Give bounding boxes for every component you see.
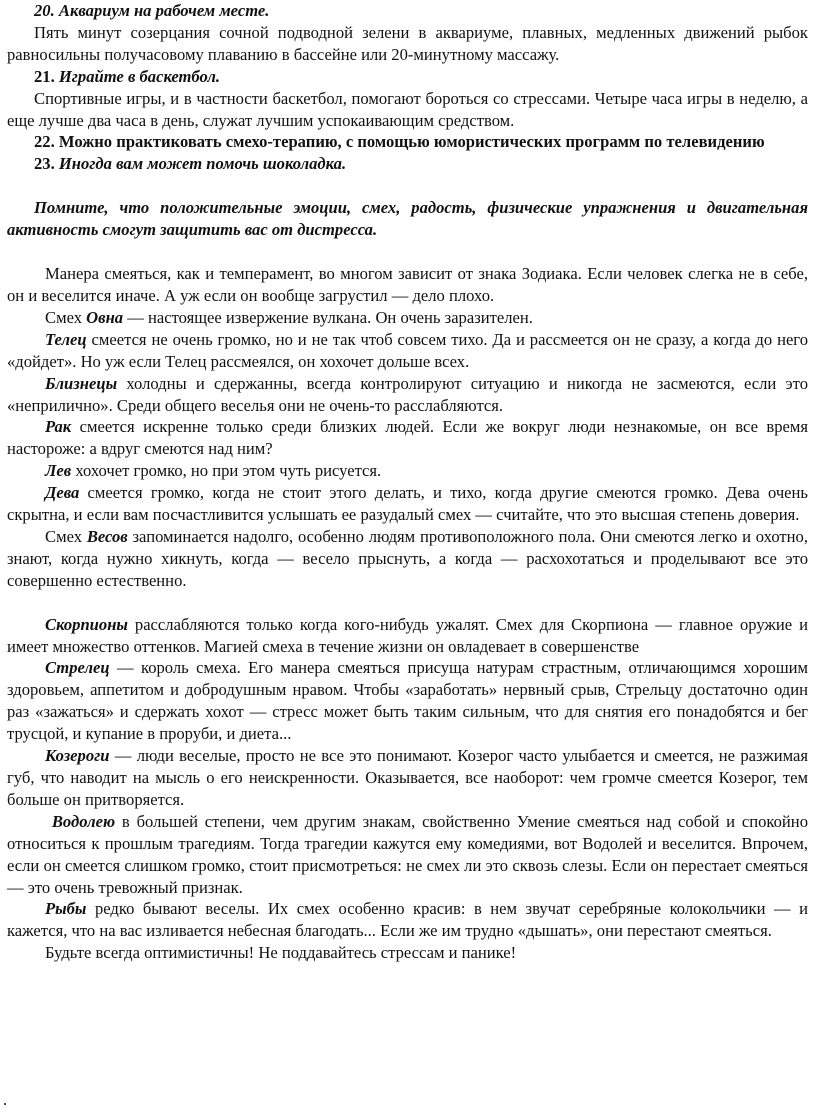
sign-text: запоминается надолго, особенно людям противоположного пола. Они смеются легко и охотно, знают, когда нужно хикнуть, когда — весело прыснуть, а когда — расхохотаться и проделывают все это совершенно естественно. bbox=[7, 526, 808, 590]
sign-prefix: Смех bbox=[45, 526, 87, 546]
sign-name: Рыбы bbox=[45, 899, 87, 919]
section-21-text: Спортивные игры, и в частности баскетбол, помогают бороться со стрессами. Четыре часа игры в неделю, а еще лучше два часа в день, служат лучшим успокаивающим средством. bbox=[7, 88, 808, 130]
sign-name: Скорпионы bbox=[45, 614, 128, 634]
sign-text: в большей степени, чем другим знакам, свойственно Умение смеяться над собой и спокойно относиться к прошлым трагедиям. Тогда трагедии кажутся ему комедиями, вот Водолей и веселится. Впрочем, если он смеется слишком громко, стоит присмотреться: не смех ли это сквозь слезы. Если он перестает смеяться — это очень тревожный признак. bbox=[7, 811, 808, 897]
closing-text: Будьте всегда оптимистичны! Не поддавайтесь стрессам и панике! bbox=[45, 943, 517, 963]
section-20-text: Пять минут созерцания сочной подводной зелени в аквариуме, плавных, медленных движений рыбок равносильны получасовому плаванию в бассейне или 20-минутному массажу. bbox=[7, 22, 808, 64]
sign-scorpio-paragraph bbox=[7, 614, 808, 658]
sign-text: редко бывают веселы. Их смех особенно красив: в нем звучат серебряные колокольчики — и кажется, что на вас изливается небесная благодать... Если же им трудно «дышать», они перестают смеяться. bbox=[7, 899, 808, 941]
section-21-heading bbox=[7, 66, 808, 88]
section-heading: 20. Аквариум на рабочем месте. bbox=[34, 1, 270, 20]
sign-name: Лев bbox=[45, 461, 72, 481]
sign-gemini-paragraph bbox=[7, 373, 808, 417]
sign-text: смеется громко, когда не стоит этого делать, и тихо, когда другие смеются громко. Дева очень скрытна, и если вам посчастливится услышать ее разудалый смех — считайте, что это высшая степень доверия. bbox=[7, 483, 808, 525]
sign-name: Стрелец bbox=[45, 658, 110, 678]
sign-text: смеется не очень громко, но и не так чтоб совсем тихо. Да и рассмеется он не сразу, а когда до него «дойдет». Но уж если Телец рассмеялся, он хохочет дольше всех. bbox=[7, 329, 808, 371]
sign-name: Овна bbox=[86, 307, 124, 327]
sign-leo-paragraph bbox=[7, 460, 808, 482]
spacer bbox=[7, 241, 808, 263]
section-heading: Иногда вам может помочь шоколадка. bbox=[58, 154, 347, 174]
sign-aries-paragraph bbox=[7, 307, 808, 329]
sign-name: Весов bbox=[86, 526, 128, 546]
zodiac-intro: Манера смеяться, как и темперамент, во многом зависит от знака Зодиака. Если человек слегка не в себе, он и веселится иначе. А уж если он вообще загрустил — дело плохо. bbox=[7, 264, 808, 305]
sign-prefix: Смех bbox=[45, 307, 87, 327]
spacer bbox=[7, 592, 808, 614]
sign-taurus-paragraph bbox=[7, 329, 808, 373]
sign-name: Дева bbox=[45, 483, 80, 503]
sign-text: — люди веселые, просто не все это понимают. Козерог часто улыбается и смеется, не разжимая губ, что наводит на мысль о его неискренности. Оказывается, все наоборот: чем громче смеется Козерог, тем больше он притворяется. bbox=[7, 746, 808, 809]
sign-pisces-paragraph bbox=[7, 898, 808, 942]
sign-aquarius-paragraph bbox=[7, 811, 808, 899]
sign-sagittarius-paragraph bbox=[7, 657, 808, 745]
section-23-heading bbox=[7, 153, 808, 175]
section-number: 23. bbox=[34, 154, 59, 174]
conclusion-text: Помните, что положительные эмоции, смех, радость, физические упражнения и двигательная активность смогут защитить вас от дистресса. bbox=[7, 198, 808, 240]
sign-prefix bbox=[45, 812, 52, 831]
sign-name: Козероги bbox=[45, 746, 110, 766]
section-22-heading: 22. Можно практиковать смехо-терапию, с помощью юмористических программ по телевидению bbox=[34, 132, 765, 152]
sign-text: расслабляются только когда кого-нибудь ужалят. Смех для Скорпиона — главное оружие и имеет множество оттенков. Магией смеха в течение жизни он овладевает в совершенстве bbox=[7, 614, 808, 656]
end-mark: . bbox=[3, 1090, 8, 1109]
sign-cancer-paragraph bbox=[7, 416, 808, 460]
sign-name: Телец bbox=[45, 329, 87, 349]
sign-text: холодны и сдержанны, всегда контролируют ситуацию и никогда не засмеются, если это «неприлично». Среди общего веселья они не очень-то расслабляются. bbox=[7, 373, 808, 415]
sign-text: — настоящее извержение вулкана. Он очень заразителен. bbox=[123, 307, 533, 327]
sign-capricorn-paragraph bbox=[7, 745, 808, 811]
section-number: 21. bbox=[34, 66, 59, 86]
sign-name: Рак bbox=[45, 417, 72, 437]
section-20-heading bbox=[7, 0, 808, 22]
sign-virgo-paragraph bbox=[7, 482, 808, 526]
section-heading: Играйте в баскетбол. bbox=[58, 66, 221, 86]
sign-text: — король смеха. Его манера смеяться присуща натурам страстным, отличающимся хорошим здоровьем, аппетитом и добродушным нравом. Чтобы «заработать» нервный срыв, Стрельцу достаточно один раз «зажаться» и сдержать хохот — стресс может быть таким сильным, что для снятия его понадобятся и бег трусцой, и купание в проруби, и диета... bbox=[7, 658, 808, 744]
spacer bbox=[7, 175, 808, 197]
sign-text: хохочет громко, но при этом чуть рисуется. bbox=[71, 461, 382, 481]
sign-libra-paragraph bbox=[7, 526, 808, 592]
sign-text: смеется искренне только среди близких людей. Если же вокруг люди незнакомые, он все время настороже: а вдруг смеются над ним? bbox=[7, 417, 808, 459]
sign-name: Водолею bbox=[51, 811, 116, 831]
sign-name: Близнецы bbox=[45, 373, 118, 393]
